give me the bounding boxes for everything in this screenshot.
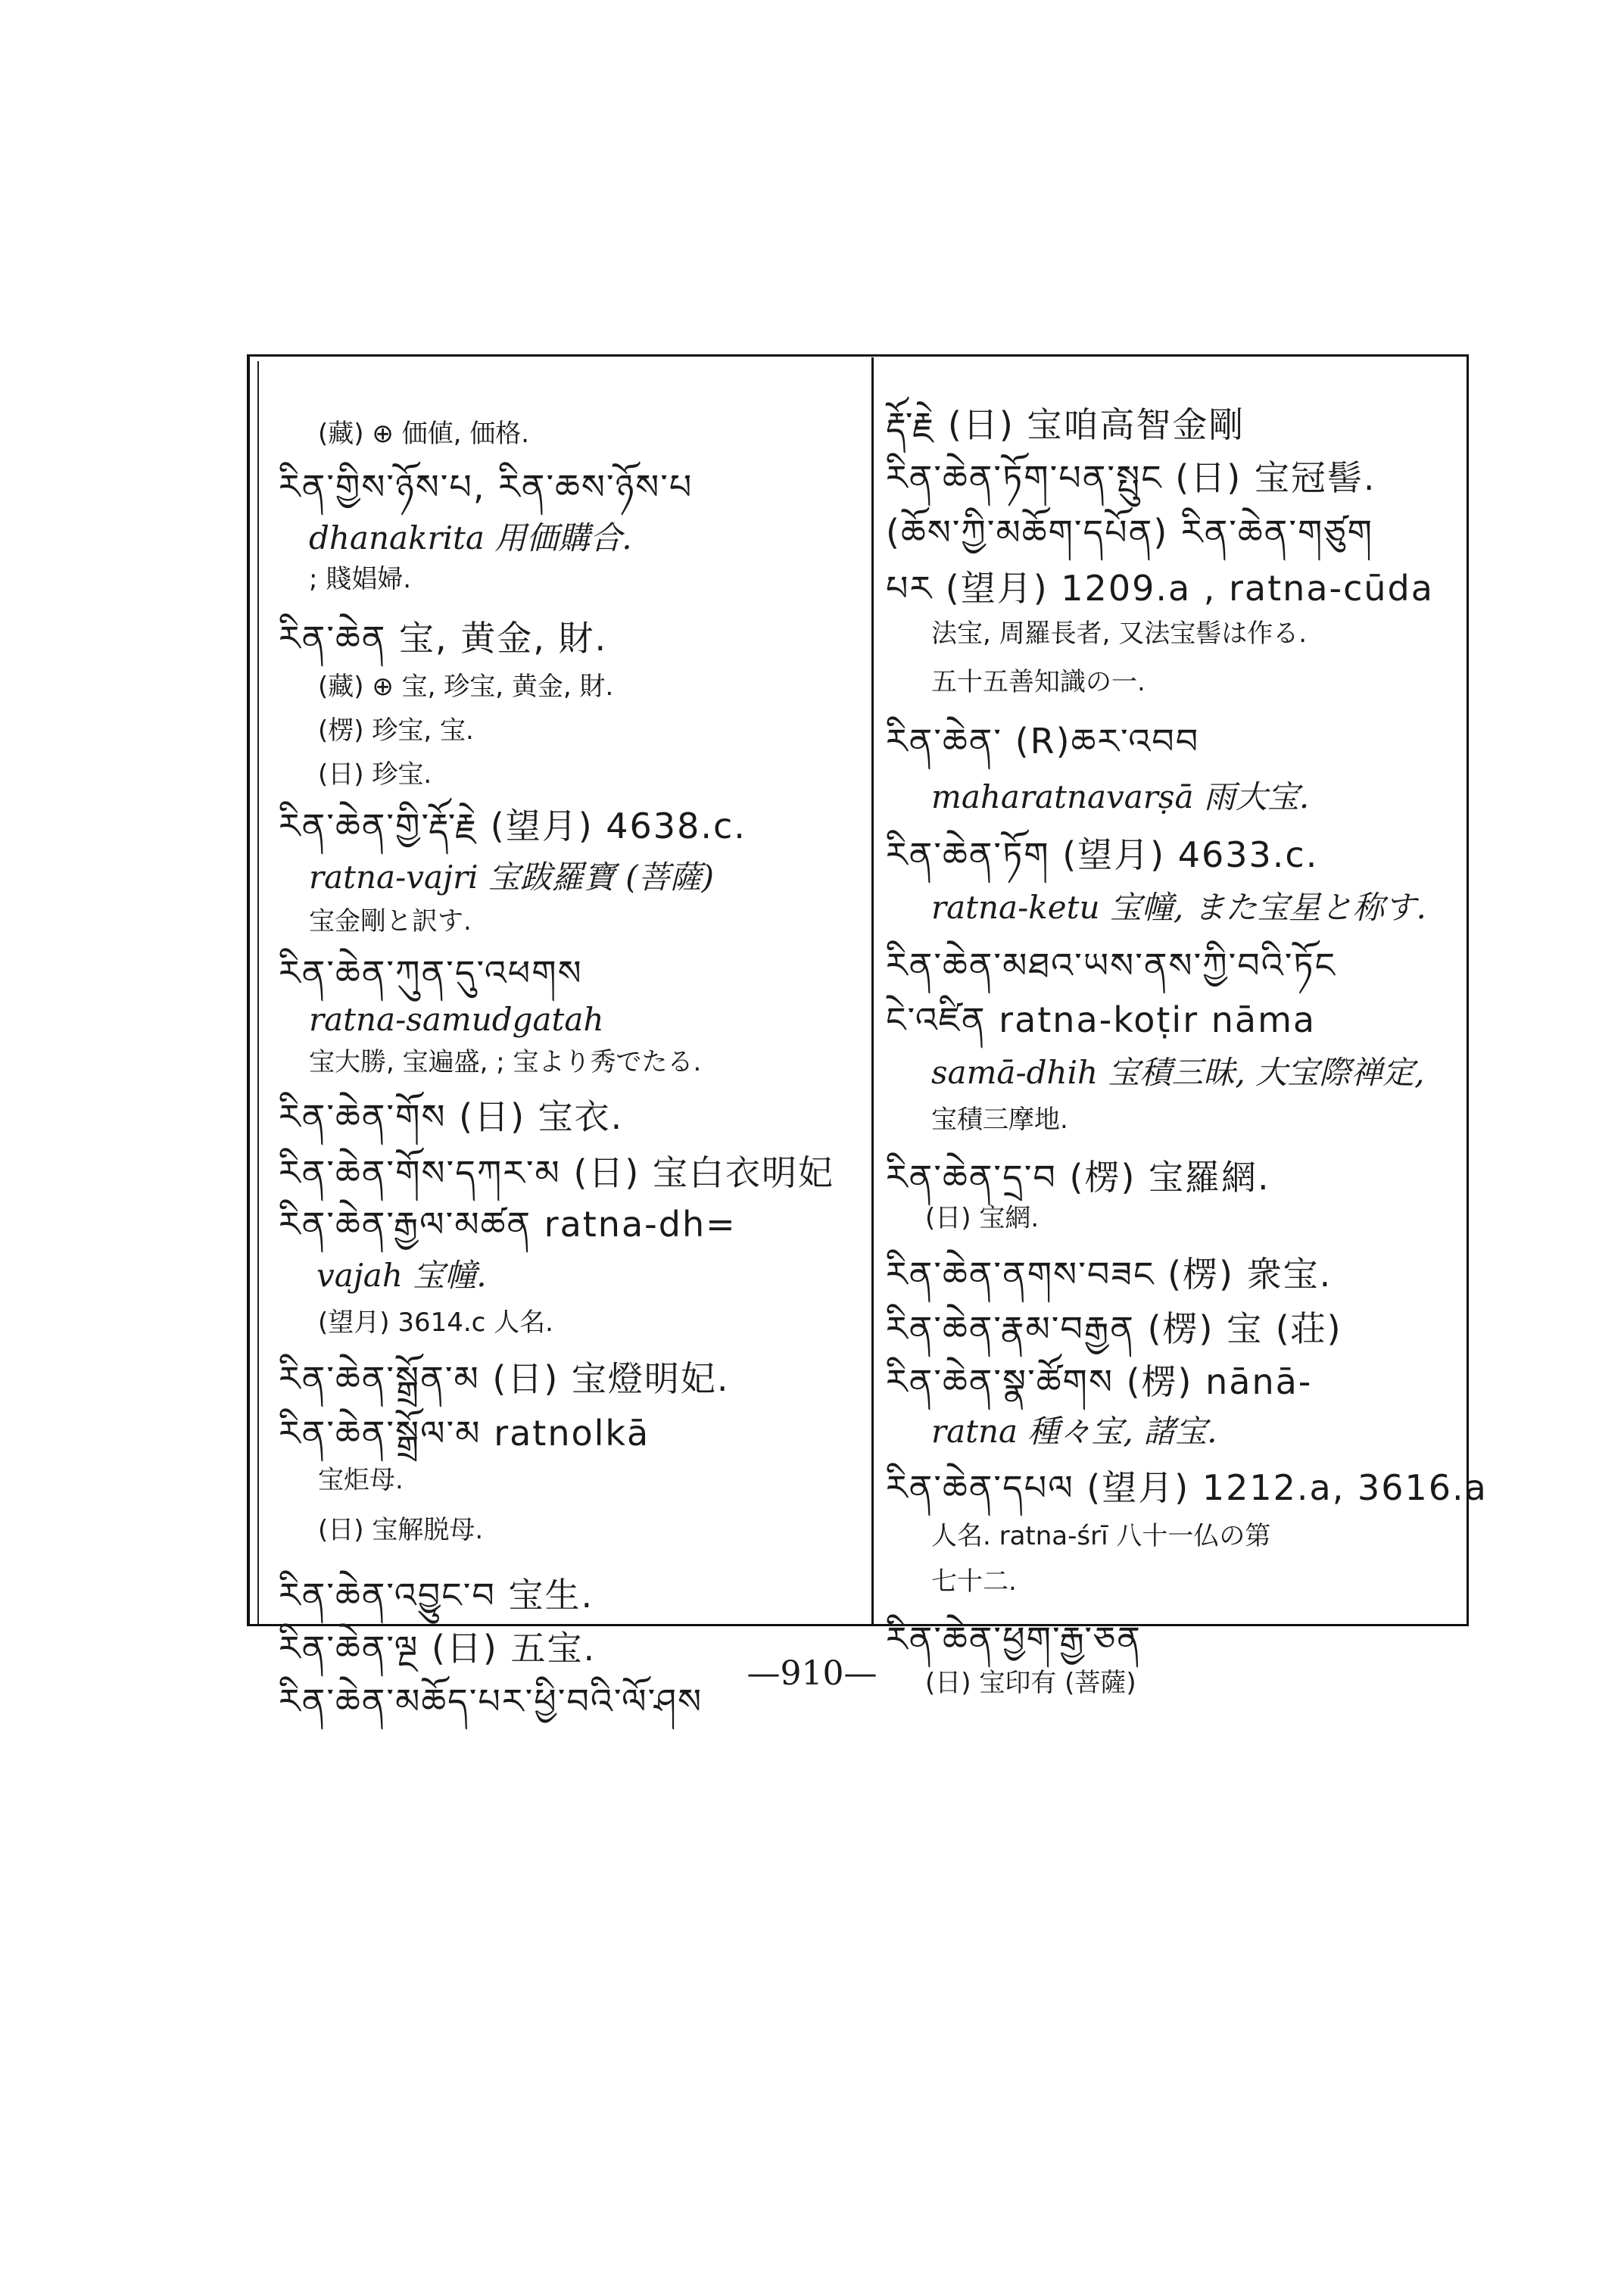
- left-entry-line: 宝炬母.: [318, 1465, 404, 1495]
- left-entry-line: རིན་གྱིས་ཉོས་པ, རིན་ཆས་ཉོས་པ: [279, 466, 694, 507]
- left-entry-line: རིན་ཆེན 宝, 黄金, 財.: [279, 618, 608, 659]
- left-entry-line: རིན་ཆེན་གྱི་རྡོ་རྗེ (望月) 4638.c.: [279, 806, 747, 846]
- left-entry-line: རིན་ཆེན་གོས་དཀར་མ (日) 宝白衣明妃: [279, 1152, 834, 1193]
- right-entry-line: 五十五善知識の一.: [931, 667, 1146, 697]
- right-entry-line: 法宝, 周羅長者, 又法宝髻は作る.: [931, 619, 1308, 649]
- right-entry-line: ངེ་འཛིན ratna-koṭir nāma: [886, 999, 1317, 1040]
- column-divider: [871, 357, 874, 1626]
- left-entry-line: ratna-samudgatah: [309, 1001, 604, 1038]
- right-entry-line: samā-dhih 宝積三昧, 大宝際禅定,: [931, 1054, 1425, 1091]
- left-entry-line: ; 賤娼婦.: [309, 564, 412, 594]
- left-entry-line: རིན་ཆེན་མཆོད་པར་ཕྱི་བའི་ལོ་ཤས: [279, 1681, 703, 1722]
- left-entry-line: (藏) ⊕ 価値, 価格.: [318, 419, 530, 449]
- right-entry-line: ratna 種々宝, 諸宝.: [931, 1413, 1217, 1450]
- right-entry-line: ratna-ketu 宝幢, また宝星と称す.: [931, 889, 1426, 926]
- left-entry-line: རིན་ཆེན་རྒྱལ་མཚན ratna-dh=: [279, 1204, 737, 1245]
- left-entry-line: རིན་ཆེན་སྒྲོལ་མ ratnolkā: [279, 1413, 650, 1454]
- right-entry-line: maharatnavarṣā 雨大宝.: [931, 778, 1310, 815]
- right-entry-line: རིན་ཆེན་ཕྱག་རྒྱ་ཅན: [886, 1619, 1142, 1660]
- left-entry-line: vajah 宝幢.: [316, 1257, 487, 1294]
- left-entry-line: 宝大勝, 宝遍盛, ; 宝より秀でたる.: [309, 1047, 702, 1077]
- left-entry-line: 宝金剛と訳す.: [309, 906, 472, 937]
- right-entry-line: 人名. ratna-śrī 八十一仏の第: [931, 1521, 1271, 1551]
- left-entry-line: རིན་ཆེན་སྒྲོན་མ (日) 宝燈明妃.: [279, 1358, 730, 1399]
- left-entry-line: རིན་ཆེན་འབྱུང་བ 宝生.: [279, 1575, 594, 1616]
- left-entry-line: ratna-vajri 宝跋羅寶 (菩薩): [309, 859, 715, 896]
- right-entry-line: 宝積三摩地.: [931, 1105, 1068, 1135]
- right-entry-line: (日) 宝印有 (菩薩): [925, 1668, 1136, 1698]
- right-entry-line: རྡོ་རྗེ (日) 宝咱高智金剛: [886, 404, 1245, 445]
- page-number: —910—: [747, 1654, 877, 1693]
- left-entry-line: (藏) ⊕ 宝, 珍宝, 黄金, 財.: [318, 672, 614, 702]
- right-entry-line: རིན་ཆེན་སྣ་ཚོགས (楞) nānā-: [886, 1361, 1313, 1402]
- right-entry-line: 七十二.: [931, 1566, 1017, 1597]
- right-entry-line: རིན་ཆེན་ཏོག (望月) 4633.c.: [886, 834, 1319, 875]
- right-entry-line: རིན་ཆེན་ནགས་བཟང (楞) 衆宝.: [886, 1254, 1333, 1295]
- right-entry-line: རིན་ཆེན་ཏོག་པན་སྤུང (日) 宝冠髻.: [886, 457, 1376, 498]
- right-entry-line: པར (望月) 1209.a , ratna-cūda: [886, 568, 1434, 609]
- left-entry-line: (望月) 3614.c 人名.: [318, 1308, 553, 1338]
- left-entry-line: རིན་ཆེན་ཀུན་དུ་འཕགས: [279, 952, 583, 993]
- left-entry-line: dhanakrita 用価購合.: [309, 519, 632, 556]
- right-entry-line: རིན་ཆེན་རྣམ་བརྒྱན (楞) 宝 (荘): [886, 1308, 1342, 1349]
- left-entry-line: རིན་ཆེན་གོས (日) 宝衣.: [279, 1096, 624, 1137]
- right-entry-line: རིན་ཆེན་དཔལ (望月) 1212.a, 3616.a: [886, 1467, 1488, 1508]
- right-entry-line: རིན་ཆེན་ (R)ཆར་འབབ: [886, 721, 1200, 762]
- right-entry-line: རིན་ཆེན་དྲ་བ (楞) 宝羅網.: [886, 1157, 1270, 1198]
- right-entry-line: (ཆོས་ཀྱི་མཆོག་དཔོན) རིན་ཆེན་གཙུག: [886, 512, 1374, 553]
- left-entry-line: (日) 宝解脱母.: [318, 1515, 484, 1545]
- right-entry-line: རིན་ཆེན་མཐའ་ཡས་ནས་ཀྱི་བའི་ཏོང: [886, 945, 1337, 986]
- right-entry-line: (日) 宝網.: [925, 1203, 1040, 1233]
- left-entry-line: (楞) 珍宝, 宝.: [318, 715, 474, 746]
- left-entry-line: རིན་ཆེན་ལྔ (日) 五宝.: [279, 1628, 597, 1669]
- left-entry-line: (日) 珍宝.: [318, 759, 432, 790]
